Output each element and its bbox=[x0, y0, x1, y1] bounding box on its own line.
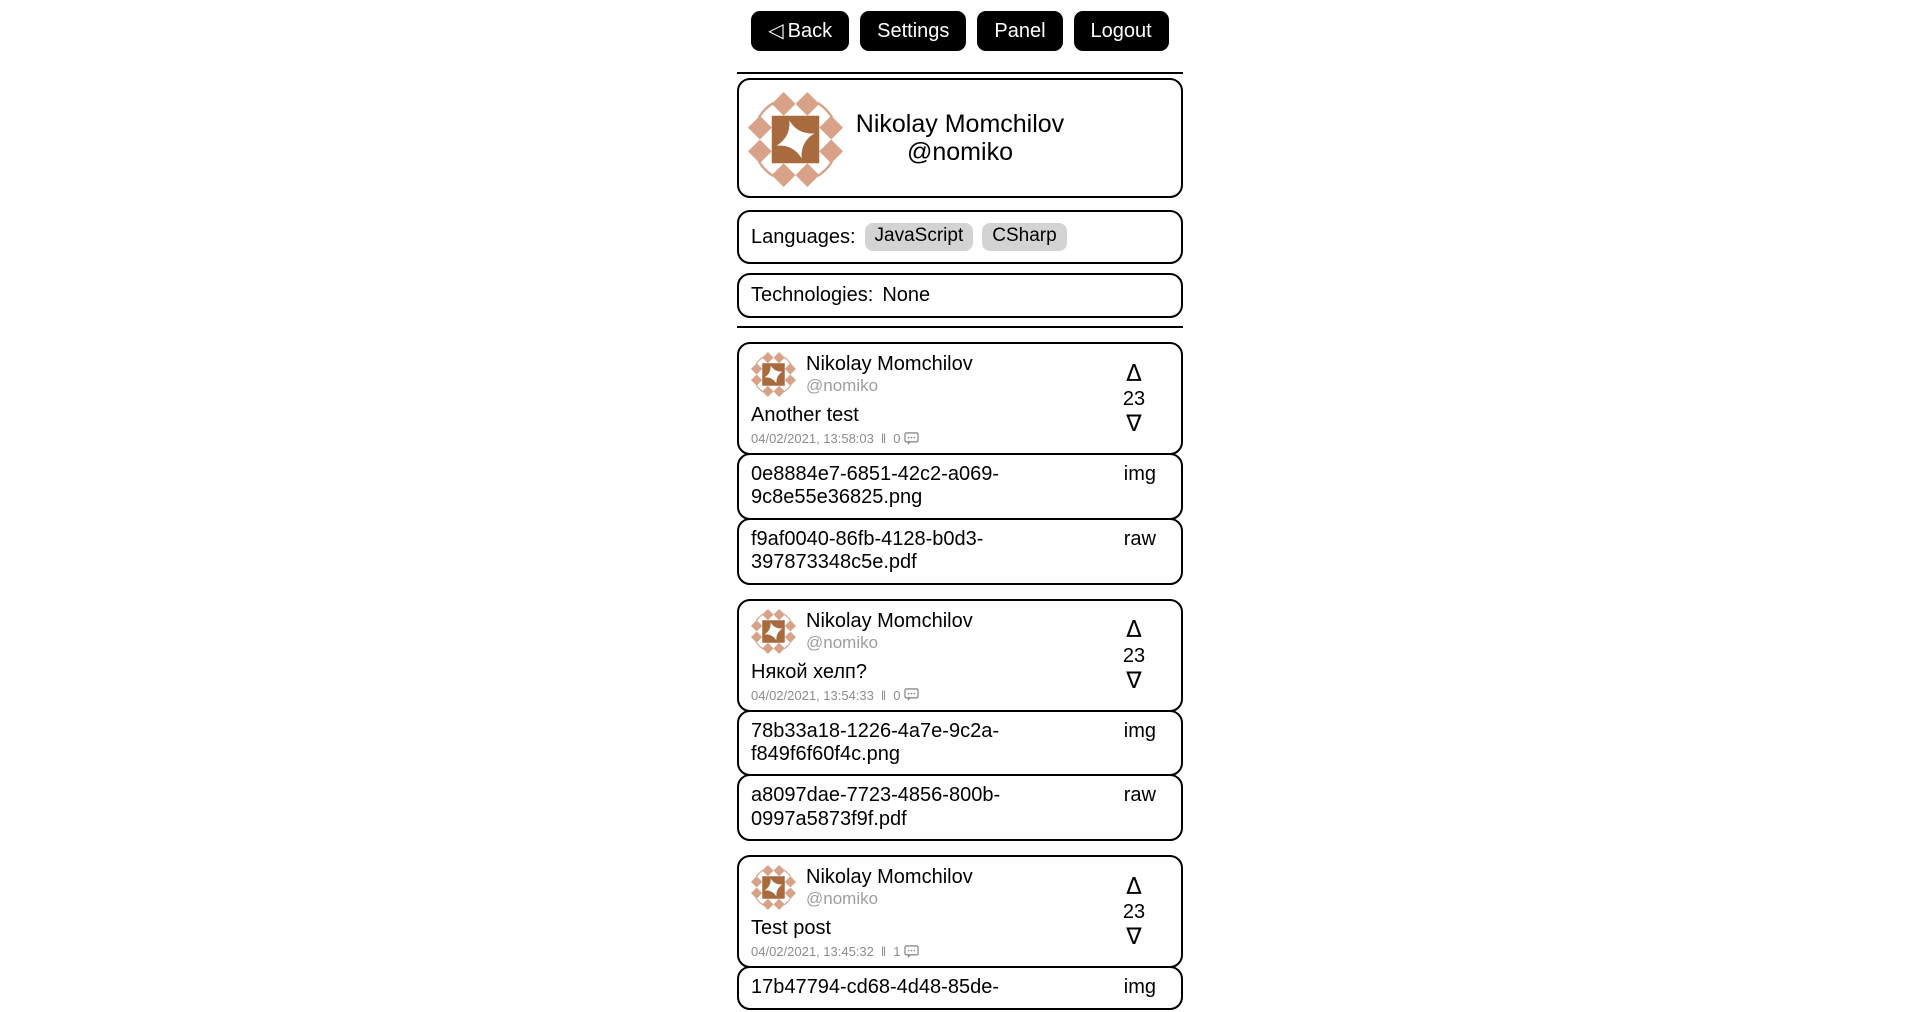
post-author-block bbox=[806, 610, 973, 653]
divider-top bbox=[737, 72, 1183, 74]
post-handle: @nomiko bbox=[806, 632, 879, 652]
post-main bbox=[751, 609, 1117, 703]
vote-score: 23 bbox=[1122, 901, 1146, 924]
post-timestamp: 04/02/2021, 13:45:32 bbox=[751, 944, 874, 960]
vote-score: 23 bbox=[1122, 388, 1146, 410]
post-main bbox=[751, 352, 1117, 446]
post-header bbox=[751, 352, 1117, 397]
attachment-row[interactable] bbox=[737, 966, 1183, 1009]
comment-count bbox=[893, 431, 918, 446]
post-card[interactable] bbox=[737, 342, 1183, 455]
toolbar bbox=[737, 0, 1183, 51]
divider-posts bbox=[737, 326, 1183, 328]
downvote-button[interactable]: ∇ bbox=[1126, 667, 1142, 694]
vote-column bbox=[1117, 865, 1151, 959]
technologies-value: None bbox=[882, 284, 931, 306]
post-group bbox=[737, 599, 1183, 842]
post-card[interactable] bbox=[737, 599, 1183, 712]
languages-label: Languages: bbox=[751, 225, 856, 248]
back-button[interactable] bbox=[751, 11, 849, 51]
language-badge-javascript: JavaScript bbox=[865, 223, 974, 251]
post-avatar-identicon bbox=[751, 865, 796, 910]
post-card[interactable] bbox=[737, 855, 1183, 968]
attachment-row[interactable] bbox=[737, 518, 1183, 585]
post-group bbox=[737, 855, 1183, 1009]
downvote-button[interactable]: ∇ bbox=[1126, 411, 1142, 437]
comment-icon bbox=[904, 688, 919, 702]
attachment-filename: 17b47794-cd68-4d48-85de- bbox=[751, 976, 999, 999]
comment-count-value: 1 bbox=[893, 944, 901, 960]
attachment-filename: a8097dae-7723-4856-800b-0997a5873f9f.pdf bbox=[751, 784, 1001, 830]
meta-separator: ‖ bbox=[880, 944, 887, 960]
attachment-type-badge: img bbox=[1123, 463, 1156, 485]
vote-score: 23 bbox=[1122, 644, 1146, 667]
attachment-type-badge: img bbox=[1123, 976, 1156, 999]
post-author: Nikolay Momchilov bbox=[806, 609, 973, 632]
upvote-button[interactable]: Δ bbox=[1126, 873, 1142, 900]
post-author-block bbox=[806, 353, 973, 396]
post-main bbox=[751, 865, 1117, 959]
post-meta bbox=[751, 431, 1117, 446]
settings-button[interactable]: Settings bbox=[860, 11, 966, 51]
meta-separator: ‖ bbox=[880, 687, 887, 703]
back-label: Back bbox=[787, 20, 833, 42]
vote-column bbox=[1117, 352, 1151, 446]
language-badge-csharp: CSharp bbox=[982, 223, 1066, 251]
attachment-row[interactable] bbox=[737, 774, 1183, 841]
attachment-row[interactable] bbox=[737, 453, 1183, 520]
post-title: Test post bbox=[751, 917, 832, 940]
post-handle: @nomiko bbox=[806, 376, 879, 396]
technologies-card bbox=[737, 273, 1183, 318]
post-meta bbox=[751, 688, 1117, 703]
post-title: Някой хелп? bbox=[751, 660, 867, 683]
vote-column bbox=[1117, 609, 1151, 703]
comment-count bbox=[893, 688, 918, 703]
technologies-label: Technologies: bbox=[751, 284, 874, 306]
post-avatar-identicon bbox=[751, 609, 796, 654]
languages-card bbox=[737, 210, 1183, 264]
attachment-row[interactable] bbox=[737, 710, 1183, 777]
downvote-button[interactable]: ∇ bbox=[1126, 924, 1142, 951]
post-header bbox=[751, 609, 1117, 654]
post-avatar-identicon bbox=[751, 352, 796, 397]
post-author: Nikolay Momchilov bbox=[806, 866, 973, 889]
meta-separator: ‖ bbox=[880, 431, 887, 446]
comment-count-value: 0 bbox=[893, 431, 901, 446]
attachment-filename: 0e8884e7-6851-42c2-a069-9c8e55e36825.png bbox=[751, 463, 999, 509]
upvote-button[interactable]: Δ bbox=[1126, 617, 1142, 644]
post-author: Nikolay Momchilov bbox=[806, 353, 973, 376]
back-icon: ◁ bbox=[768, 20, 784, 42]
post-timestamp: 04/02/2021, 13:54:33 bbox=[751, 687, 874, 703]
attachment-type-badge: img bbox=[1123, 719, 1156, 742]
attachment-filename: f9af0040-86fb-4128-b0d3-397873348c5e.pdf bbox=[751, 527, 984, 574]
upvote-button[interactable]: Δ bbox=[1126, 360, 1142, 387]
profile-avatar-identicon bbox=[748, 92, 843, 187]
post-header bbox=[751, 865, 1117, 910]
post-meta bbox=[751, 944, 1117, 959]
post-title: Another test bbox=[751, 404, 859, 426]
comment-icon bbox=[904, 432, 919, 446]
attachment-type-badge: raw bbox=[1123, 784, 1156, 807]
post-group bbox=[737, 342, 1183, 585]
attachment-filename: 78b33a18-1226-4a7e-9c2a-f849f6f60f4c.png bbox=[751, 719, 999, 765]
comment-count bbox=[893, 944, 918, 959]
profile-name: Nikolay Momchilov bbox=[855, 109, 1065, 138]
post-handle: @nomiko bbox=[806, 889, 879, 909]
profile-handle: @nomiko bbox=[907, 138, 1013, 166]
comment-icon bbox=[904, 945, 919, 959]
panel-button[interactable]: Panel bbox=[977, 11, 1062, 51]
logout-button[interactable]: Logout bbox=[1074, 11, 1169, 51]
attachment-type-badge: raw bbox=[1123, 527, 1156, 550]
post-author-block bbox=[806, 866, 973, 909]
main-column bbox=[737, 0, 1183, 1010]
comment-count-value: 0 bbox=[893, 687, 901, 703]
post-timestamp: 04/02/2021, 13:58:03 bbox=[751, 431, 874, 446]
profile-card bbox=[737, 78, 1183, 198]
